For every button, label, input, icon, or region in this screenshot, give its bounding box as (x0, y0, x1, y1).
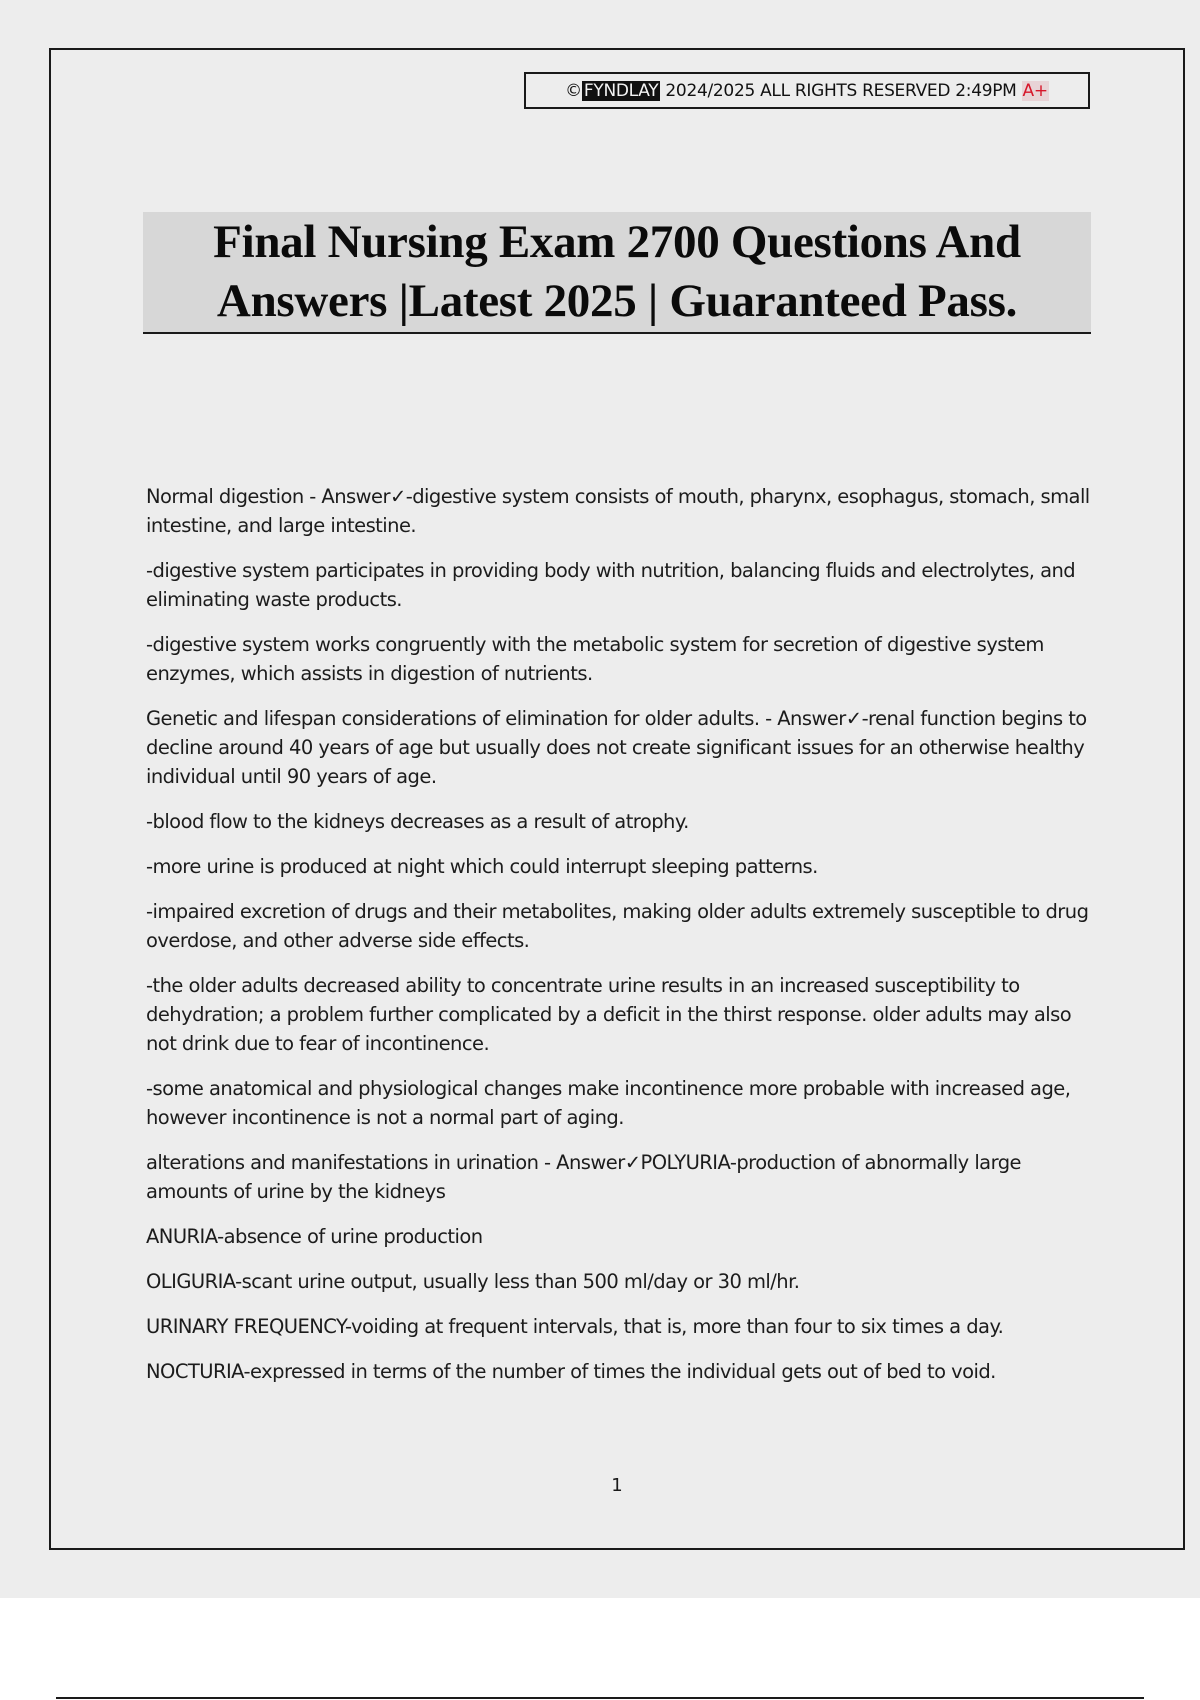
title-line-1: Final Nursing Exam 2700 Questions And (213, 216, 1021, 268)
paragraph: -the older adults decreased ability to concentrate urine results in an increased susceptibility to dehydration; a problem further complicated by a deficit in the thirst response. older adults may also not drink due to fear of incontinence. (146, 974, 1072, 1055)
next-page-divider (56, 1697, 1144, 1699)
brand-name: FYNDLAY (583, 80, 659, 101)
paragraph: NOCTURIA-expressed in terms of the number of times the individual gets out of bed to void. (146, 1360, 996, 1383)
title-line-2: Answers |Latest 2025 | Guaranteed Pass. (216, 275, 1018, 327)
paragraph: -digestive system participates in providing body with nutrition, balancing fluids and electrolytes, and eliminating waste products. (146, 559, 1076, 611)
document-title (213, 213, 1021, 331)
copyright-header (524, 72, 1090, 109)
paragraph: -more urine is produced at night which could interrupt sleeping patterns. (146, 855, 818, 878)
paragraph: URINARY FREQUENCY-voiding at frequent intervals, that is, more than four to six times a day. (146, 1315, 1004, 1338)
paragraph: ANURIA-absence of urine production (146, 1225, 483, 1248)
paragraph: -some anatomical and physiological changes make incontinence more probable with increased age, however incontinence is not a normal part of aging. (146, 1077, 1071, 1129)
title-block (143, 212, 1091, 334)
rights-text: 2024/2025 ALL RIGHTS RESERVED 2:49PM (660, 80, 1017, 101)
paragraph: Normal digestion - Answer✓-digestive system consists of mouth, pharynx, esophagus, stomach, small intestine, and large intestine. (146, 485, 1090, 537)
paragraph: -blood flow to the kidneys decreases as a result of atrophy. (146, 810, 689, 833)
page-number: 1 (611, 1475, 623, 1496)
grade-badge: A+ (1022, 80, 1048, 101)
copyright-symbol: © (565, 80, 582, 101)
paragraph: -digestive system works congruently with the metabolic system for secretion of digestive system enzymes, which assists in digestion of nutrients. (146, 633, 1044, 685)
paragraph: alterations and manifestations in urination - Answer✓POLYURIA-production of abnormally large amounts of urine by the kidneys (146, 1151, 1021, 1203)
paragraph: OLIGURIA-scant urine output, usually less than 500 ml/day or 30 ml/hr. (146, 1270, 800, 1293)
paragraph: -impaired excretion of drugs and their metabolites, making older adults extremely susceptible to drug overdose, and other adverse side effects. (146, 900, 1089, 952)
document-body (146, 482, 1096, 1402)
paragraph: Genetic and lifespan considerations of elimination for older adults. - Answer✓-renal function begins to decline around 40 years of age but usually does not create significant issues for an otherwise healthy individual until 90 years of age. (146, 707, 1087, 788)
